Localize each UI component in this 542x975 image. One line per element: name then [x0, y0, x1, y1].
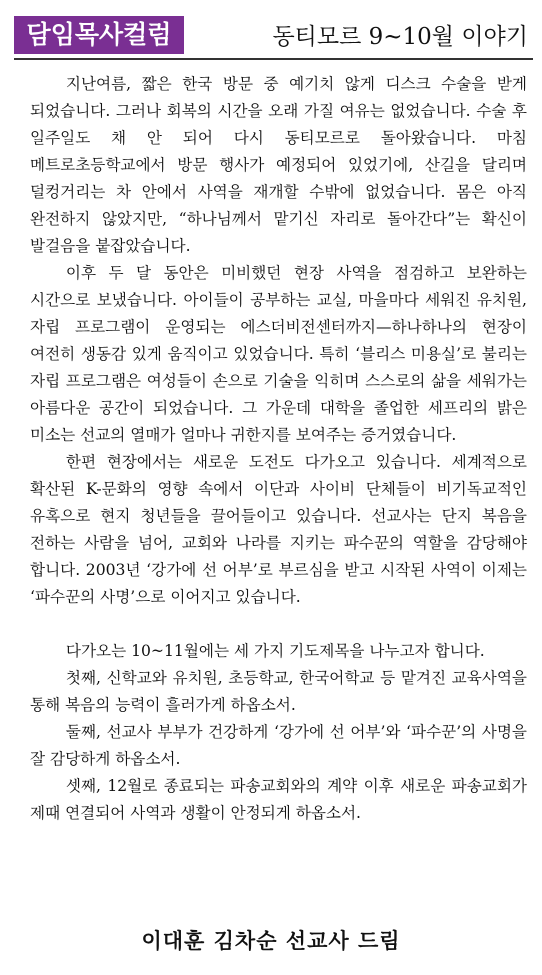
article-title: 동티모르 9~10월 이야기	[272, 24, 528, 50]
column-label-badge: 담임목사컬럼	[14, 16, 184, 54]
body-paragraph: 이후 두 달 동안은 미비했던 현장 사역을 점검하고 보완하는 시간으로 보냈습니다. 아이들이 공부하는 교실, 마을마다 세워진 유치원, 자립 프로그램이 운영되는 에스더비전센터까지—하나하나의 현장이 여전히 생동감 있게 움직이고 있었습니다. 특히 ‘블리스 미용실’로 불리는 자립 프로그램은 여성들이 손으로 기술을 익히며 스스로의 삶을 세워가는 아름다운 공간이 되었습니다. 그 가운데 대학을 졸업한 세프리의 밝은 미소는 선교의 열매가 얼마나 귀한지를 보여주는 증거였습니다.	[30, 264, 527, 444]
article-body	[30, 71, 527, 827]
prayer-item-2: 둘째, 선교사 부부가 건강하게 ‘강가에 선 어부’와 ‘파수꾼’의 사명을 잘 감당하게 하옵소서.	[30, 723, 527, 768]
column-header	[0, 0, 542, 60]
prayer-intro-paragraph: 다가오는 10~11월에는 세 가지 기도제목을 나누고자 합니다.	[65, 642, 485, 660]
header-divider	[14, 58, 533, 60]
body-paragraph: 지난여름, 짧은 한국 방문 중 예기치 않게 디스크 수술을 받게 되었습니다. 그러나 회복의 시간을 오래 가질 여유는 없었습니다. 수술 후 일주일도 채 안 되어 다시 동티모르로 돌아왔습니다. 마침 메트로초등학교에서 방문 행사가 예정되어 있었기에, 산길을 달리며 덜컹거리는 차 안에서 사역을 재개할 수밖에 없었습니다. 몸은 아직 완전하지 않았지만, “하나님께서 맡기신 자리로 돌아간다”는 확신이 발걸음을 붙잡았습니다.	[30, 75, 527, 255]
signature: 이대훈 김차순 선교사 드림	[141, 928, 401, 953]
prayer-item-3: 셋째, 12월로 종료되는 파송교회와의 계약 이후 새로운 파송교회가 제때 연결되어 사역과 생활이 안정되게 하옵소서.	[30, 777, 527, 822]
prayer-item-1: 첫째, 신학교와 유치원, 초등학교, 한국어학교 등 맡겨진 교육사역을 통해 복음의 능력이 흘러가게 하옵소서.	[30, 669, 527, 714]
body-paragraph: 한편 현장에서는 새로운 도전도 다가오고 있습니다. 세계적으로 확산된 K-문화의 영향 속에서 이단과 사이비 단체들이 비기독교적인 유혹으로 현지 청년들을 끌어들이고 있습니다. 선교사는 단지 복음을 전하는 사람을 넘어, 교회와 나라를 지키는 파수꾼의 역할을 감당해야 합니다. 2003년 ‘강가에 선 어부’로 부르심을 받고 시작된 사역이 이제는 ‘파수꾼의 사명’으로 이어지고 있습니다.	[30, 453, 527, 606]
